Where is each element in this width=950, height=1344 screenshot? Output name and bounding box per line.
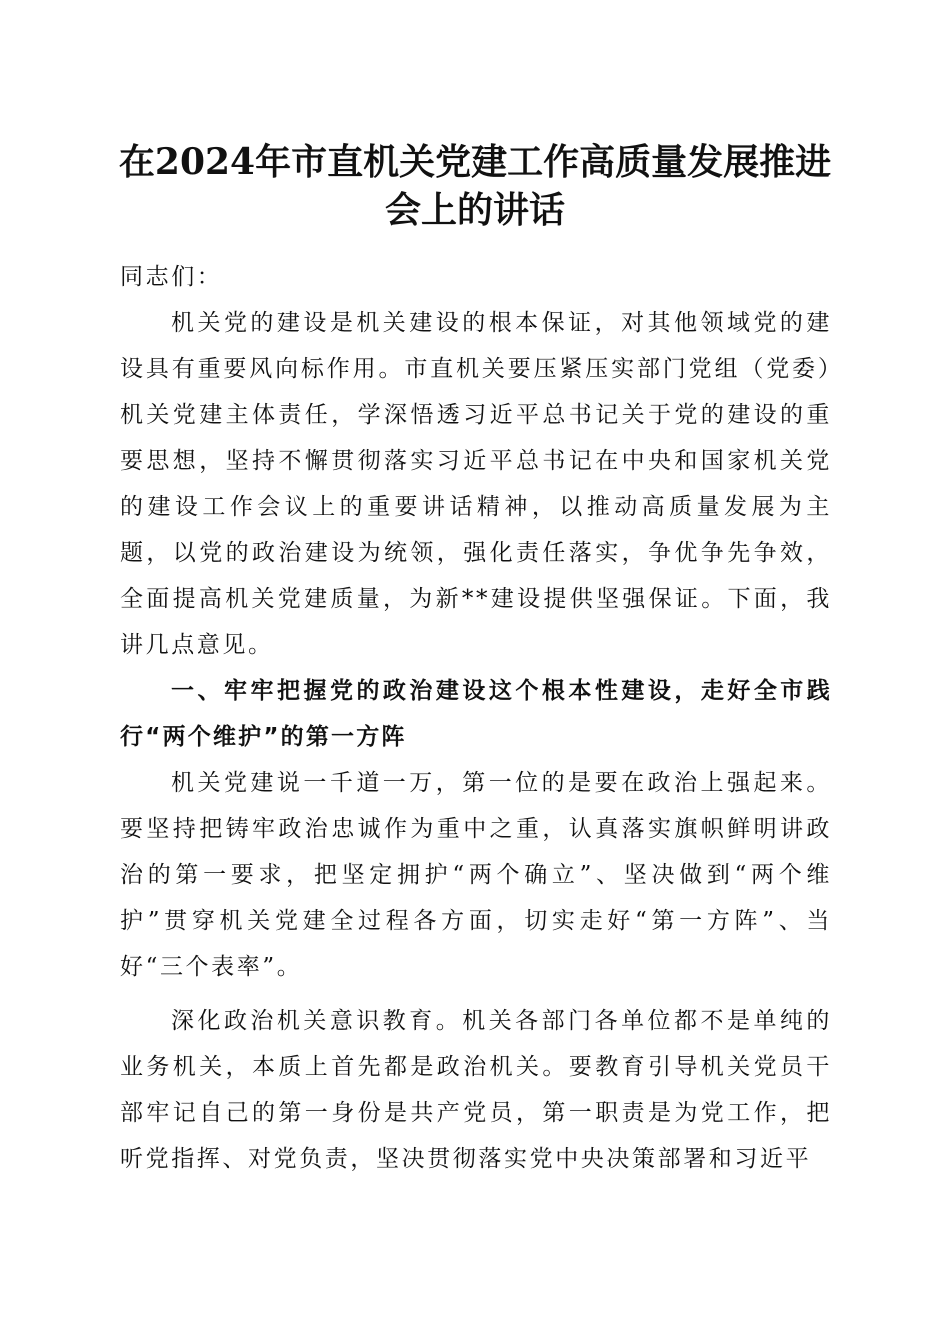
paragraph-political-awareness: 深化政治机关意识教育。机关各部门各单位都不是单纯的业务机关，本质上首先都是政治机关。要教育引导机关党员干部牢记自己的第一身份是共产党员，第一职责是为党工作，把听党指挥、对党负责，坚决贯彻落实党中央决策部署和习近平	[120, 1008, 832, 1172]
salutation: 同志们：	[120, 264, 223, 290]
paragraph-intro: 机关党的建设是机关建设的根本保证，对其他领域党的建设具有重要风向标作用。市直机关要压紧压实部门党组（党委）机关党建主体责任，学深悟透习近平总书记关于党的建设的重要思想，坚持不懈贯彻落实习近平总书记在中央和国家机关党的建设工作会议上的重要讲话精神，以推动高质量发展为主题，以党的政治建设为统领，强化责任落实，争优争先争效，全面提高机关党建质量，为新**建设提供坚强保证。下面，我讲几点意见。	[120, 310, 832, 658]
section-heading-1: 一、牢牢把握党的政治建设这个根本性建设，走好全市践行“两个维护”的第一方阵	[120, 678, 832, 750]
paragraph-political-construction: 机关党建说一千道一万，第一位的是要在政治上强起来。要坚持把铸牢政治忠诚作为重中之重，认真落实旗帜鲜明讲政治的第一要求，把坚定拥护“两个确立”、坚决做到“两个维护”贯穿机关党建全过程各方面，切实走好“第一方阵”、当好“三个表率”。	[120, 770, 832, 980]
title-line-2: 会上的讲话	[384, 189, 565, 231]
title-line-1: 在2024年市直机关党建工作高质量发展推进	[118, 141, 832, 183]
document-body	[120, 254, 832, 1182]
document-title	[100, 138, 850, 234]
